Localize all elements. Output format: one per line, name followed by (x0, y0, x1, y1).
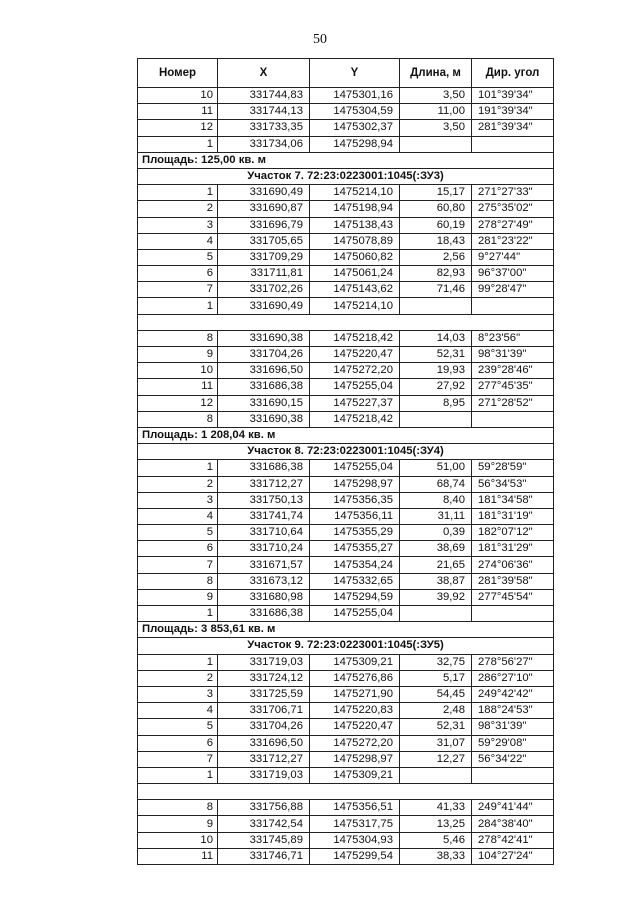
table-row (138, 848, 554, 864)
coord-x: 331690,87 (218, 201, 310, 217)
header-length: Длина, м (400, 59, 472, 88)
table-header-row (138, 59, 554, 88)
coord-x: 331712,27 (218, 751, 310, 767)
coord-y: 1475355,27 (310, 541, 400, 557)
table-row (138, 411, 554, 427)
coord-y: 1475218,42 (310, 330, 400, 346)
segment-length: 32,75 (400, 654, 472, 670)
coord-x: 331744,83 (218, 88, 310, 104)
direction-angle (472, 606, 554, 622)
segment-length: 2,48 (400, 703, 472, 719)
segment-length: 2,56 (400, 249, 472, 265)
coord-y: 1475309,21 (310, 654, 400, 670)
coord-x: 331704,26 (218, 347, 310, 363)
table-row (138, 751, 554, 767)
section-row (138, 444, 554, 460)
coord-x: 331690,49 (218, 298, 310, 314)
coord-x: 331686,38 (218, 460, 310, 476)
coord-y: 1475356,35 (310, 492, 400, 508)
table-row (138, 606, 554, 622)
direction-angle: 281°23'22" (472, 233, 554, 249)
direction-angle: 181°34'58" (472, 492, 554, 508)
direction-angle: 284°38'40" (472, 816, 554, 832)
table-row (138, 233, 554, 249)
direction-angle: 278°56'27" (472, 654, 554, 670)
table-row (138, 589, 554, 605)
table-row (138, 525, 554, 541)
coord-y: 1475298,97 (310, 751, 400, 767)
coord-y: 1475271,90 (310, 686, 400, 702)
table-row (138, 88, 554, 104)
table-row (138, 330, 554, 346)
direction-angle (472, 411, 554, 427)
coord-y: 1475143,62 (310, 282, 400, 298)
direction-angle: 56°34'22" (472, 751, 554, 767)
header-y: Y (310, 59, 400, 88)
direction-angle (472, 298, 554, 314)
segment-length: 27,92 (400, 379, 472, 395)
segment-length: 5,17 (400, 670, 472, 686)
point-number: 1 (138, 654, 218, 670)
segment-length: 12,27 (400, 751, 472, 767)
coord-y: 1475355,29 (310, 525, 400, 541)
section-title: Участок 9. 72:23:0223001:1045(:ЗУ5) (138, 638, 554, 654)
coord-y: 1475299,54 (310, 848, 400, 864)
table-row (138, 120, 554, 136)
table-row (138, 492, 554, 508)
direction-angle: 99°28'47" (472, 282, 554, 298)
coord-y: 1475255,04 (310, 460, 400, 476)
direction-angle: 182°07'12" (472, 525, 554, 541)
direction-angle: 278°27'49" (472, 217, 554, 233)
coord-y: 1475356,51 (310, 800, 400, 816)
section-row (138, 168, 554, 184)
table-row (138, 201, 554, 217)
area-row (138, 427, 554, 443)
direction-angle (472, 136, 554, 152)
point-number: 11 (138, 848, 218, 864)
point-number: 3 (138, 217, 218, 233)
direction-angle: 281°39'34" (472, 120, 554, 136)
coord-x: 331680,98 (218, 589, 310, 605)
point-number: 10 (138, 88, 218, 104)
coord-y: 1475356,11 (310, 508, 400, 524)
coord-y: 1475302,37 (310, 120, 400, 136)
table-row (138, 816, 554, 832)
blank-cell (138, 784, 554, 800)
coord-y: 1475214,10 (310, 298, 400, 314)
point-number: 4 (138, 508, 218, 524)
area-row (138, 152, 554, 168)
point-number: 6 (138, 266, 218, 282)
point-number: 1 (138, 606, 218, 622)
coord-x: 331710,24 (218, 541, 310, 557)
direction-angle: 274°06'36" (472, 557, 554, 573)
direction-angle: 286°27'10" (472, 670, 554, 686)
coord-x: 331719,03 (218, 767, 310, 783)
coord-y: 1475332,65 (310, 573, 400, 589)
segment-length (400, 411, 472, 427)
header-x: X (218, 59, 310, 88)
table-row (138, 136, 554, 152)
coord-x: 331709,29 (218, 249, 310, 265)
segment-length (400, 298, 472, 314)
table-row (138, 670, 554, 686)
segment-length: 51,00 (400, 460, 472, 476)
table-row (138, 800, 554, 816)
page-number: 50 (313, 32, 327, 47)
point-number: 8 (138, 411, 218, 427)
segment-length: 18,43 (400, 233, 472, 249)
direction-angle: 271°27'33" (472, 185, 554, 201)
direction-angle: 104°27'24" (472, 848, 554, 864)
area-row (138, 622, 554, 638)
coord-x: 331690,38 (218, 330, 310, 346)
segment-length (400, 136, 472, 152)
segment-length: 38,69 (400, 541, 472, 557)
segment-length: 14,03 (400, 330, 472, 346)
coord-y: 1475301,16 (310, 88, 400, 104)
direction-angle: 249°42'42" (472, 686, 554, 702)
coord-x: 331696,79 (218, 217, 310, 233)
point-number: 2 (138, 201, 218, 217)
table-row (138, 573, 554, 589)
direction-angle: 278°42'41" (472, 832, 554, 848)
blank-row (138, 784, 554, 800)
direction-angle (472, 767, 554, 783)
area-label: Площадь: 3 853,61 кв. м (138, 622, 554, 638)
segment-length: 19,93 (400, 363, 472, 379)
segment-length: 52,31 (400, 719, 472, 735)
area-label: Площадь: 125,00 кв. м (138, 152, 554, 168)
section-row (138, 638, 554, 654)
coord-y: 1475214,10 (310, 185, 400, 201)
direction-angle: 239°28'46" (472, 363, 554, 379)
direction-angle: 191°39'34" (472, 104, 554, 120)
coord-x: 331750,13 (218, 492, 310, 508)
coord-x: 331742,54 (218, 816, 310, 832)
coord-x: 331746,71 (218, 848, 310, 864)
direction-angle: 8°23'56" (472, 330, 554, 346)
blank-cell (138, 314, 554, 330)
table-row (138, 298, 554, 314)
direction-angle: 101°39'34" (472, 88, 554, 104)
segment-length: 82,93 (400, 266, 472, 282)
header-angle: Дир. угол (472, 59, 554, 88)
segment-length (400, 767, 472, 783)
segment-length: 3,50 (400, 88, 472, 104)
table-row (138, 767, 554, 783)
direction-angle: 9°27'44" (472, 249, 554, 265)
point-number: 5 (138, 719, 218, 735)
coord-y: 1475304,93 (310, 832, 400, 848)
point-number: 11 (138, 379, 218, 395)
direction-angle: 188°24'53" (472, 703, 554, 719)
coord-x: 331696,50 (218, 735, 310, 751)
segment-length: 38,87 (400, 573, 472, 589)
segment-length: 5,46 (400, 832, 472, 848)
point-number: 8 (138, 573, 218, 589)
segment-length: 0,39 (400, 525, 472, 541)
coord-y: 1475298,97 (310, 476, 400, 492)
coord-y: 1475304,59 (310, 104, 400, 120)
direction-angle: 181°31'19" (472, 508, 554, 524)
point-number: 5 (138, 249, 218, 265)
direction-angle: 271°28'52" (472, 395, 554, 411)
table-row (138, 508, 554, 524)
coord-y: 1475298,94 (310, 136, 400, 152)
table-row (138, 347, 554, 363)
coord-x: 331711,81 (218, 266, 310, 282)
point-number: 12 (138, 395, 218, 411)
segment-length: 41,33 (400, 800, 472, 816)
segment-length: 31,07 (400, 735, 472, 751)
coord-y: 1475138,43 (310, 217, 400, 233)
point-number: 3 (138, 686, 218, 702)
point-number: 7 (138, 751, 218, 767)
area-label: Площадь: 1 208,04 кв. м (138, 427, 554, 443)
coord-y: 1475255,04 (310, 606, 400, 622)
coord-x: 331671,57 (218, 557, 310, 573)
coord-y: 1475220,47 (310, 347, 400, 363)
segment-length: 68,74 (400, 476, 472, 492)
point-number: 11 (138, 104, 218, 120)
table-row (138, 104, 554, 120)
segment-length: 13,25 (400, 816, 472, 832)
coord-x: 331724,12 (218, 670, 310, 686)
segment-length: 11,00 (400, 104, 472, 120)
section-title: Участок 7. 72:23:0223001:1045(:ЗУ3) (138, 168, 554, 184)
coordinates-table (137, 58, 554, 865)
direction-angle: 98°31'39" (472, 347, 554, 363)
table-body (138, 88, 554, 865)
direction-angle: 59°29'08" (472, 735, 554, 751)
coord-y: 1475218,42 (310, 411, 400, 427)
table-row (138, 735, 554, 751)
point-number: 9 (138, 589, 218, 605)
direction-angle: 249°41'44" (472, 800, 554, 816)
coord-y: 1475227,37 (310, 395, 400, 411)
segment-length: 15,17 (400, 185, 472, 201)
coord-x: 331725,59 (218, 686, 310, 702)
point-number: 4 (138, 233, 218, 249)
segment-length: 31,11 (400, 508, 472, 524)
coord-x: 331734,06 (218, 136, 310, 152)
segment-length: 60,19 (400, 217, 472, 233)
point-number: 10 (138, 832, 218, 848)
point-number: 1 (138, 136, 218, 152)
direction-angle: 277°45'35" (472, 379, 554, 395)
coord-x: 331756,88 (218, 800, 310, 816)
table-row (138, 832, 554, 848)
segment-length (400, 606, 472, 622)
coord-x: 331690,49 (218, 185, 310, 201)
direction-angle: 98°31'39" (472, 719, 554, 735)
direction-angle: 59°28'59" (472, 460, 554, 476)
table-row (138, 686, 554, 702)
coord-y: 1475078,89 (310, 233, 400, 249)
coord-x: 331702,26 (218, 282, 310, 298)
point-number: 1 (138, 185, 218, 201)
coord-x: 331686,38 (218, 606, 310, 622)
table-row (138, 719, 554, 735)
coord-y: 1475354,24 (310, 557, 400, 573)
table-row (138, 541, 554, 557)
point-number: 9 (138, 816, 218, 832)
segment-length: 60,80 (400, 201, 472, 217)
coord-y: 1475220,47 (310, 719, 400, 735)
point-number: 10 (138, 363, 218, 379)
coord-x: 331690,15 (218, 395, 310, 411)
point-number: 4 (138, 703, 218, 719)
coord-y: 1475060,82 (310, 249, 400, 265)
point-number: 3 (138, 492, 218, 508)
point-number: 2 (138, 476, 218, 492)
segment-length: 21,65 (400, 557, 472, 573)
coord-x: 331706,71 (218, 703, 310, 719)
point-number: 8 (138, 800, 218, 816)
point-number: 1 (138, 767, 218, 783)
direction-angle: 181°31'29" (472, 541, 554, 557)
coord-y: 1475255,04 (310, 379, 400, 395)
coord-y: 1475198,94 (310, 201, 400, 217)
table-row (138, 557, 554, 573)
table-row (138, 395, 554, 411)
table-row (138, 363, 554, 379)
table-row (138, 703, 554, 719)
table-row (138, 249, 554, 265)
point-number: 12 (138, 120, 218, 136)
point-number: 2 (138, 670, 218, 686)
coord-y: 1475272,20 (310, 735, 400, 751)
point-number: 5 (138, 525, 218, 541)
segment-length: 3,50 (400, 120, 472, 136)
point-number: 8 (138, 330, 218, 346)
coord-y: 1475272,20 (310, 363, 400, 379)
header-number: Номер (138, 59, 218, 88)
coord-x: 331686,38 (218, 379, 310, 395)
segment-length: 54,45 (400, 686, 472, 702)
coord-x: 331673,12 (218, 573, 310, 589)
direction-angle: 96°37'00" (472, 266, 554, 282)
coord-y: 1475061,24 (310, 266, 400, 282)
segment-length: 8,40 (400, 492, 472, 508)
coord-x: 331690,38 (218, 411, 310, 427)
segment-length: 52,31 (400, 347, 472, 363)
coord-y: 1475317,75 (310, 816, 400, 832)
point-number: 7 (138, 557, 218, 573)
coord-x: 331704,26 (218, 719, 310, 735)
section-title: Участок 8. 72:23:0223001:1045(:ЗУ4) (138, 444, 554, 460)
coord-x: 331696,50 (218, 363, 310, 379)
point-number: 1 (138, 460, 218, 476)
segment-length: 8,95 (400, 395, 472, 411)
point-number: 9 (138, 347, 218, 363)
table-row (138, 654, 554, 670)
table-row (138, 460, 554, 476)
table-row (138, 266, 554, 282)
coord-y: 1475276,86 (310, 670, 400, 686)
point-number: 1 (138, 298, 218, 314)
segment-length: 39,92 (400, 589, 472, 605)
coord-x: 331712,27 (218, 476, 310, 492)
segment-length: 38,33 (400, 848, 472, 864)
table-row (138, 217, 554, 233)
blank-row (138, 314, 554, 330)
coord-x: 331719,03 (218, 654, 310, 670)
coord-x: 331745,89 (218, 832, 310, 848)
point-number: 7 (138, 282, 218, 298)
point-number: 6 (138, 735, 218, 751)
coord-y: 1475309,21 (310, 767, 400, 783)
table-row (138, 379, 554, 395)
direction-angle: 56°34'53" (472, 476, 554, 492)
coord-y: 1475220,83 (310, 703, 400, 719)
coord-x: 331733,35 (218, 120, 310, 136)
table-row (138, 476, 554, 492)
table-row (138, 185, 554, 201)
coord-x: 331741,74 (218, 508, 310, 524)
coord-x: 331705,65 (218, 233, 310, 249)
coord-x: 331744,13 (218, 104, 310, 120)
direction-angle: 275°35'02" (472, 201, 554, 217)
direction-angle: 277°45'54" (472, 589, 554, 605)
coord-x: 331710,64 (218, 525, 310, 541)
segment-length: 71,46 (400, 282, 472, 298)
direction-angle: 281°39'58" (472, 573, 554, 589)
table-row (138, 282, 554, 298)
point-number: 6 (138, 541, 218, 557)
coord-y: 1475294,59 (310, 589, 400, 605)
